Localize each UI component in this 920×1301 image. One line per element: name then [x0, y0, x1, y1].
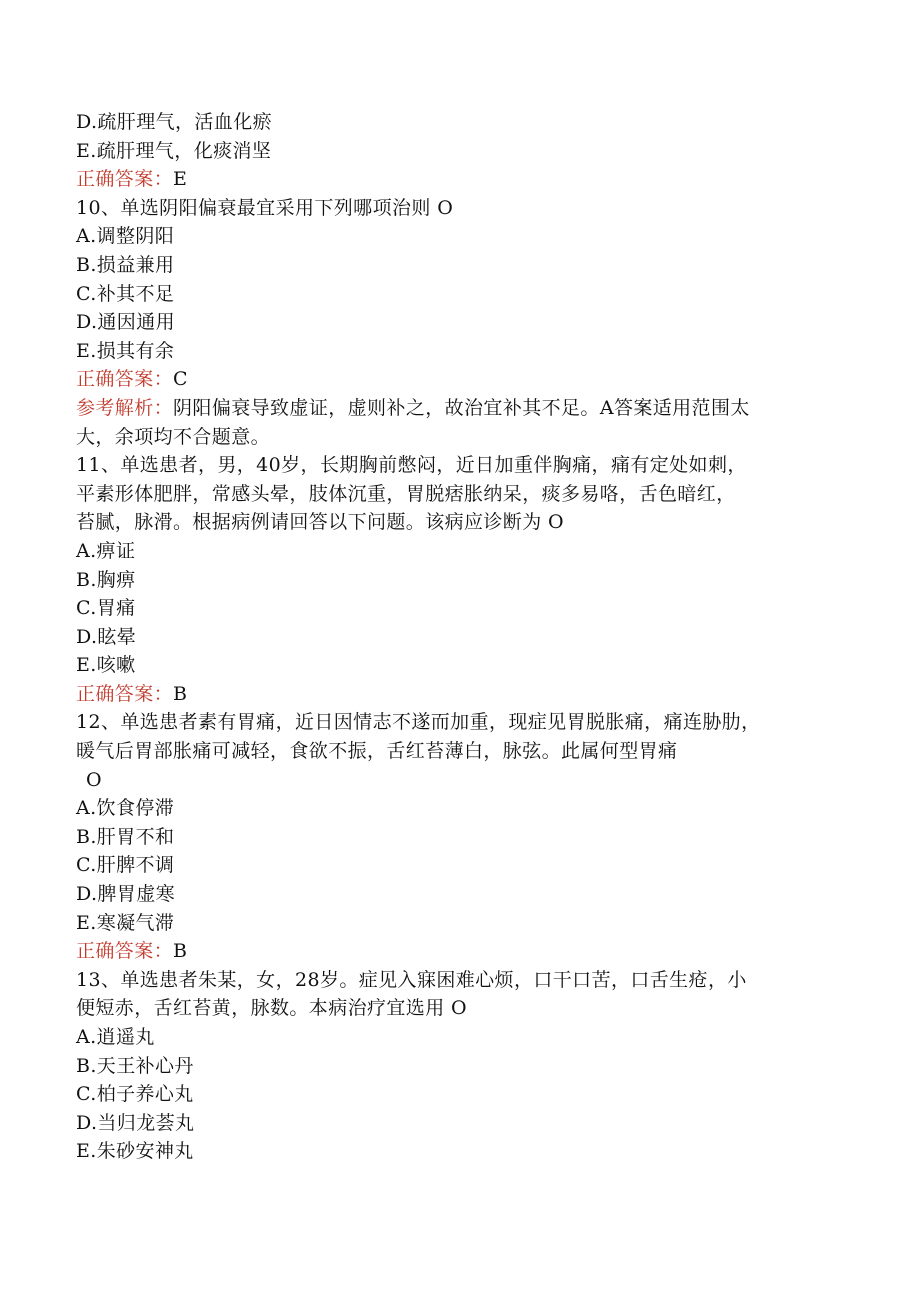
document-page	[0, 108, 920, 1166]
q12-option-e: E.寒凝气滞	[76, 911, 175, 934]
q9-answer-label: 正确答案：	[76, 168, 174, 191]
q12-option-a: A.饮食停滞	[76, 797, 175, 820]
q11-option-b: B.胸痹	[76, 568, 136, 591]
q13-option-d: D.当归龙荟丸	[76, 1111, 195, 1134]
q13-stem-line1: 13、单选患者朱某，女，28岁。症见入寐困难心烦，口干口苦，口舌生疮，小	[76, 968, 747, 991]
q11-answer-label: 正确答案：	[76, 682, 174, 705]
q11-stem-line2: 平素形体肥胖，常感头晕，肢体沉重，胃脱痞胀纳呆，痰多易咯，舌色暗红，	[76, 482, 736, 505]
q10-option-c: C.补其不足	[76, 282, 175, 305]
q10-answer	[0, 365, 920, 394]
q10-stem: 10、单选阴阳偏衰最宜采用下列哪项治则 O	[76, 196, 454, 219]
q9-option-e: E.疏肝理气，化痰消坚	[76, 139, 272, 162]
q12-option-d: D.脾胃虚寒	[76, 883, 175, 906]
q9-answer-value: E	[173, 168, 188, 191]
q13-option-a: A.逍遥丸	[76, 1026, 155, 1048]
q10-option-b: B.损益兼用	[76, 253, 175, 276]
q12-stem-line2: 暖气后胃部胀痛可减轻，食欲不振，舌红苔薄白，脉弦。此属何型胃痛	[76, 740, 678, 763]
q12-answer-value: B	[173, 940, 188, 963]
q13-option-b: B.天王补心丹	[76, 1054, 194, 1077]
q11-option-a: A.痹证	[76, 539, 136, 562]
q12-answer	[0, 937, 920, 966]
q12-stem-line3: O	[86, 768, 102, 791]
q10-explanation-line2: 大，余项均不合题意。	[76, 425, 271, 448]
q10-option-d: D.通因通用	[76, 311, 175, 334]
q11-stem-line1: 11、单选患者，男，40岁，长期胸前憋闷，近日加重伴胸痛，痛有定处如刺，	[76, 454, 747, 477]
q11-answer-value: B	[173, 682, 188, 705]
q10-option-a: A.调整阴阳	[76, 225, 175, 248]
q11-stem-line3: 苔腻，脉滑。根据病例请回答以下问题。该病应诊断为 O	[76, 511, 565, 534]
q12-option-b: B.肝胃不和	[76, 825, 175, 848]
q11-option-c: C.胃痛	[76, 597, 136, 620]
q13-option-e: E.朱砂安神丸	[76, 1140, 194, 1163]
q11-option-d: D.眩晕	[76, 625, 137, 648]
q10-answer-label: 正确答案：	[76, 368, 174, 391]
q12-option-c: C.肝脾不调	[76, 854, 175, 877]
q10-answer-value: C	[173, 368, 188, 391]
q11-option-e: E.咳嗽	[76, 654, 136, 677]
q10-explanation-line1	[0, 394, 920, 423]
q13-stem-line2: 便短赤，舌红苔黄，脉数。本病治疗宜选用 O	[76, 997, 468, 1020]
q10-explanation-text1: 阴阳偏衰导致虚证，虚则补之，故治宜补其不足。A答案适用范围太	[173, 396, 750, 419]
q9-answer	[0, 165, 920, 194]
q12-answer-label: 正确答案：	[76, 940, 174, 963]
q10-option-e: E.损其有余	[76, 339, 175, 362]
q11-answer	[0, 680, 920, 709]
q13-option-c: C.柏子养心丸	[76, 1083, 194, 1106]
q10-explanation-label: 参考解析：	[76, 396, 174, 419]
q12-stem-line1: 12、单选患者素有胃痛，近日因情志不遂而加重，现症见胃脱胀痛，痛连胁肋，	[76, 711, 761, 734]
q9-option-d: D.疏肝理气，活血化瘀	[76, 111, 272, 133]
